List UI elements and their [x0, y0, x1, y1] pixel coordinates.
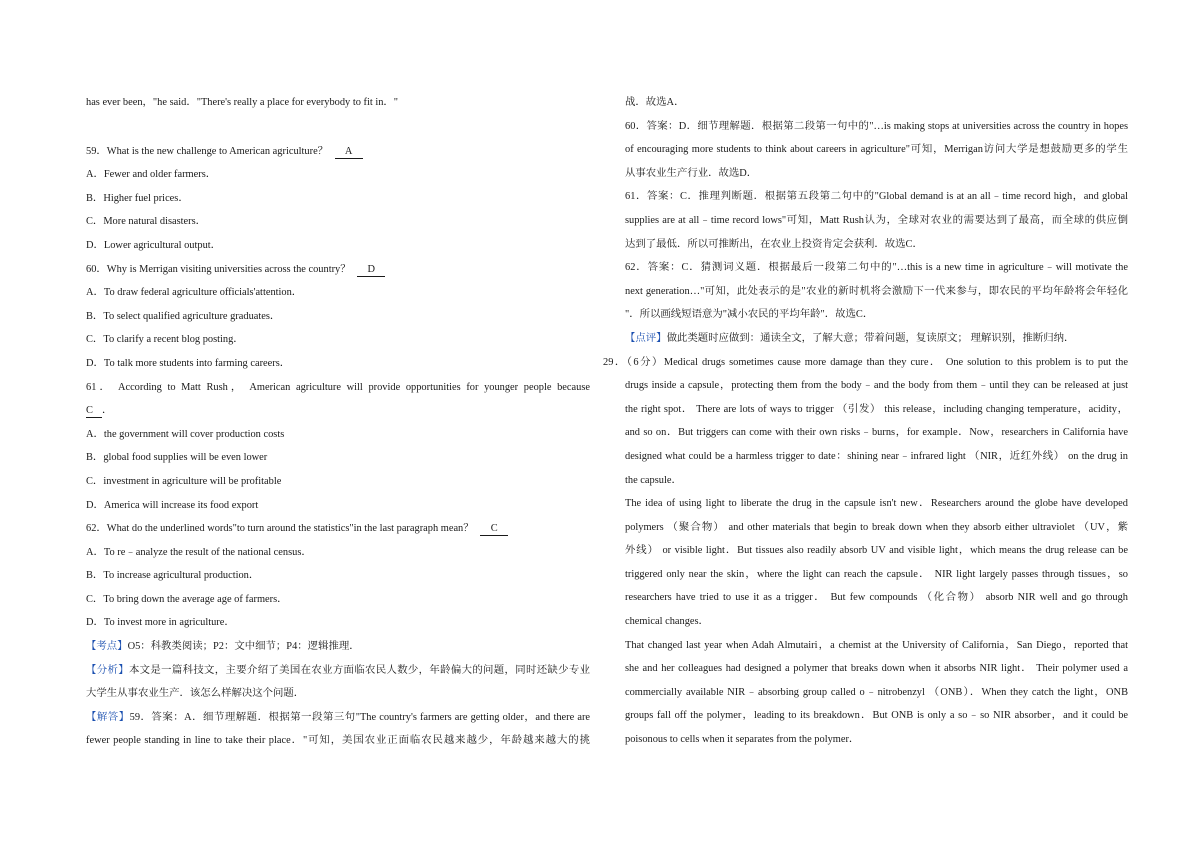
answer-62: C — [480, 523, 508, 536]
question-61-answer-line: C ． — [86, 405, 113, 417]
jieda-line-2: fewer people standing in line to take their place．"可知，美国农业正面临农民越来越少，年龄越来越大的挑 — [86, 735, 590, 747]
question-61-stem: 61． According to Matt Rush， American agriculture will provide opportunities for younger people because — [86, 381, 590, 393]
passage-29-line: polymers （聚合物） and other materials that begin to break down when they absorb either ultraviolet （UV，紫 — [625, 521, 1128, 533]
answer-59: A — [335, 146, 363, 159]
answer-explanation-line: supplies are at all﹣time record lows"可知，Matt Rush认为，全球对农业的需要达到了最高，而全球的供应倒 — [625, 214, 1128, 226]
passage-quote-end: has ever been，"he said．"There's really a place for everybody to fit in．" — [86, 97, 399, 108]
jieda-tag: 【解答】 — [86, 711, 130, 723]
passage-29-line: commercially available NIR﹣absorbing group called o﹣nitrobenzyl （ONB）．When they catch the light，ONB — [625, 686, 1128, 698]
passage-29-line: poisonous to cells when it separates from the polymer． — [625, 734, 860, 746]
question-60-option-a: A．To draw federal agriculture officials'attention． — [86, 287, 303, 299]
answer-explanation-line: 60．答案：D．细节理解题．根据第二段第一句中的"…is making stops at universities across the country in hopes — [625, 120, 1128, 132]
answer-explanation-line: next generation…"可知，此处表示的是"农业的新时机将会激励下一代来参与，即农民的平均年龄将会年轻化 — [625, 285, 1128, 297]
passage-29-line: 29．（6分）Medical drugs sometimes cause more damage than they cure． One solution to this problem is to put the — [603, 356, 1128, 368]
passage-29-line: she and her colleagues had designed a polymer that breaks down when it absorbs NIR light． Their polymer used a — [625, 663, 1128, 675]
question-60-option-c: C．To clarify a recent blog posting． — [86, 334, 244, 346]
kaodian-line: 【考点】O5：科教类阅读；P2：文中细节；P4：逻辑推理． — [86, 641, 360, 653]
question-60-stem: 60．Why is Merrigan visiting universities across the country？ D — [86, 262, 590, 286]
question-59-option-a: A．Fewer and older farmers． — [86, 169, 217, 181]
passage-29-line: designed what could be a harmless trigger to date：shining near﹣infrared light （NIR，近红外线） on the drug in — [625, 450, 1128, 462]
kaodian-tag: 【考点】 — [86, 641, 128, 653]
jieda-line-1: 【解答】59．答案：A．细节理解题．根据第一段第三句"The country's farmers are getting older，and there are — [86, 711, 590, 723]
passage-29-line: 外线） or visible light．But tissues also readily absorb UV and visible light，which means the drug release can be — [625, 545, 1128, 557]
question-60-option-d: D．To talk more students into farming careers． — [86, 357, 291, 369]
passage-29-line: the capsule． — [625, 474, 682, 486]
question-62-option-d: D．To invest more in agriculture． — [86, 617, 235, 629]
right-column — [603, 95, 1128, 756]
question-59-option-b: B．Higher fuel prices． — [86, 192, 189, 204]
passage-29-line: and so on．But triggers can come with their own risks﹣burns，for example．Now，researchers in California have — [625, 427, 1128, 439]
passage-29-line: groups fall off the polymer，leading to its breakdown．But ONB is only a so﹣so NIR absorber，and it could be — [625, 710, 1128, 722]
passage-29-line: researchers have tried to use it as a trigger． But few compounds （化合物） absorb NIR well and go through — [625, 592, 1128, 604]
passage-29-line: The idea of using light to liberate the drug in the capsule isn't new．Researchers around the globe have developed — [625, 498, 1128, 510]
left-column — [86, 95, 590, 757]
passage-29-line: That changed last year when Adah Almutairi，a chemist at the University of California，San Diego，reported that — [625, 639, 1128, 651]
fenxi-line-1: 【分析】本文是一篇科技文，主要介绍了美国在农业方面临农民人数少，年龄偏大的问题，同时还缺少专业 — [86, 664, 590, 676]
passage-29-line: drugs inside a capsule，protecting them from the body﹣and the body from them﹣until they can be released at just — [625, 380, 1128, 392]
question-61-option-d: D．America will increase its food export — [86, 499, 259, 511]
passage-29-line: the right spot． There are lots of ways to trigger （引发） this release，including changing temperature，acidity， — [625, 403, 1128, 415]
answer-explanation-line: 从事农业生产行业．故选D． — [625, 167, 758, 179]
question-61-option-c: C．investment in agriculture will be profitable — [86, 475, 282, 487]
question-60-option-b: B．To select qualified agriculture graduates． — [86, 310, 281, 322]
answer-60: D — [357, 264, 385, 277]
answer-explanation-line: 战．故选A． — [625, 97, 685, 108]
question-61-option-b: B．global food supplies will be even lower — [86, 452, 268, 464]
question-62-option-a: A．To re﹣analyze the result of the national census． — [86, 546, 312, 558]
answer-61: C — [86, 405, 102, 418]
answer-explanation-line: of encouraging more students to think about careers in agriculture"可知，Merrigan访问大学是想鼓励更多的学生 — [625, 144, 1128, 156]
question-59-stem: 59．What is the new challenge to American agriculture？ A — [86, 144, 590, 168]
answer-explanation-line: 62．答案：C．猜测词义题．根据最后一段第二句中的"…this is a new time in agriculture﹣will motivate the — [625, 262, 1128, 274]
passage-29-line: triggered only near the skin，where the light can reach the capsule． NIR light largely passes through tissues，so — [625, 568, 1128, 580]
dianping-line: 【点评】做此类题时应做到：通读全文，了解大意；带着问题，复读原文； 理解识别，推断归纳． — [625, 332, 1075, 344]
answer-explanation-line: 61．答案：C．推理判断题．根据第五段第二句中的"Global demand is at an all﹣time record high，and global — [625, 191, 1128, 203]
fenxi-tag: 【分析】 — [86, 664, 129, 676]
question-59-option-d: D．Lower agricultural output． — [86, 239, 222, 251]
answer-explanation-line: "．所以画线短语意为"减小农民的平均年龄"．故选C． — [625, 309, 874, 321]
passage-29-line: chemical changes． — [625, 616, 709, 628]
question-62-option-b: B．To increase agricultural production． — [86, 570, 260, 582]
fenxi-line-2: 大学生从事农业生产．该怎么样解决这个问题． — [86, 688, 305, 700]
answer-explanation-line: 达到了最低．所以可推断出，在农业上投资肯定会获利．故选C． — [625, 238, 923, 250]
question-62-stem: 62．What do the underlined words"to turn around the statistics"in the last paragraph mean？ C — [86, 521, 590, 545]
question-61-option-a: A．the government will cover production costs — [86, 428, 285, 440]
question-62-option-c: C．To bring down the average age of farmers． — [86, 593, 288, 605]
question-59-option-c: C．More natural disasters． — [86, 216, 207, 228]
dianping-tag: 【点评】 — [625, 332, 667, 344]
